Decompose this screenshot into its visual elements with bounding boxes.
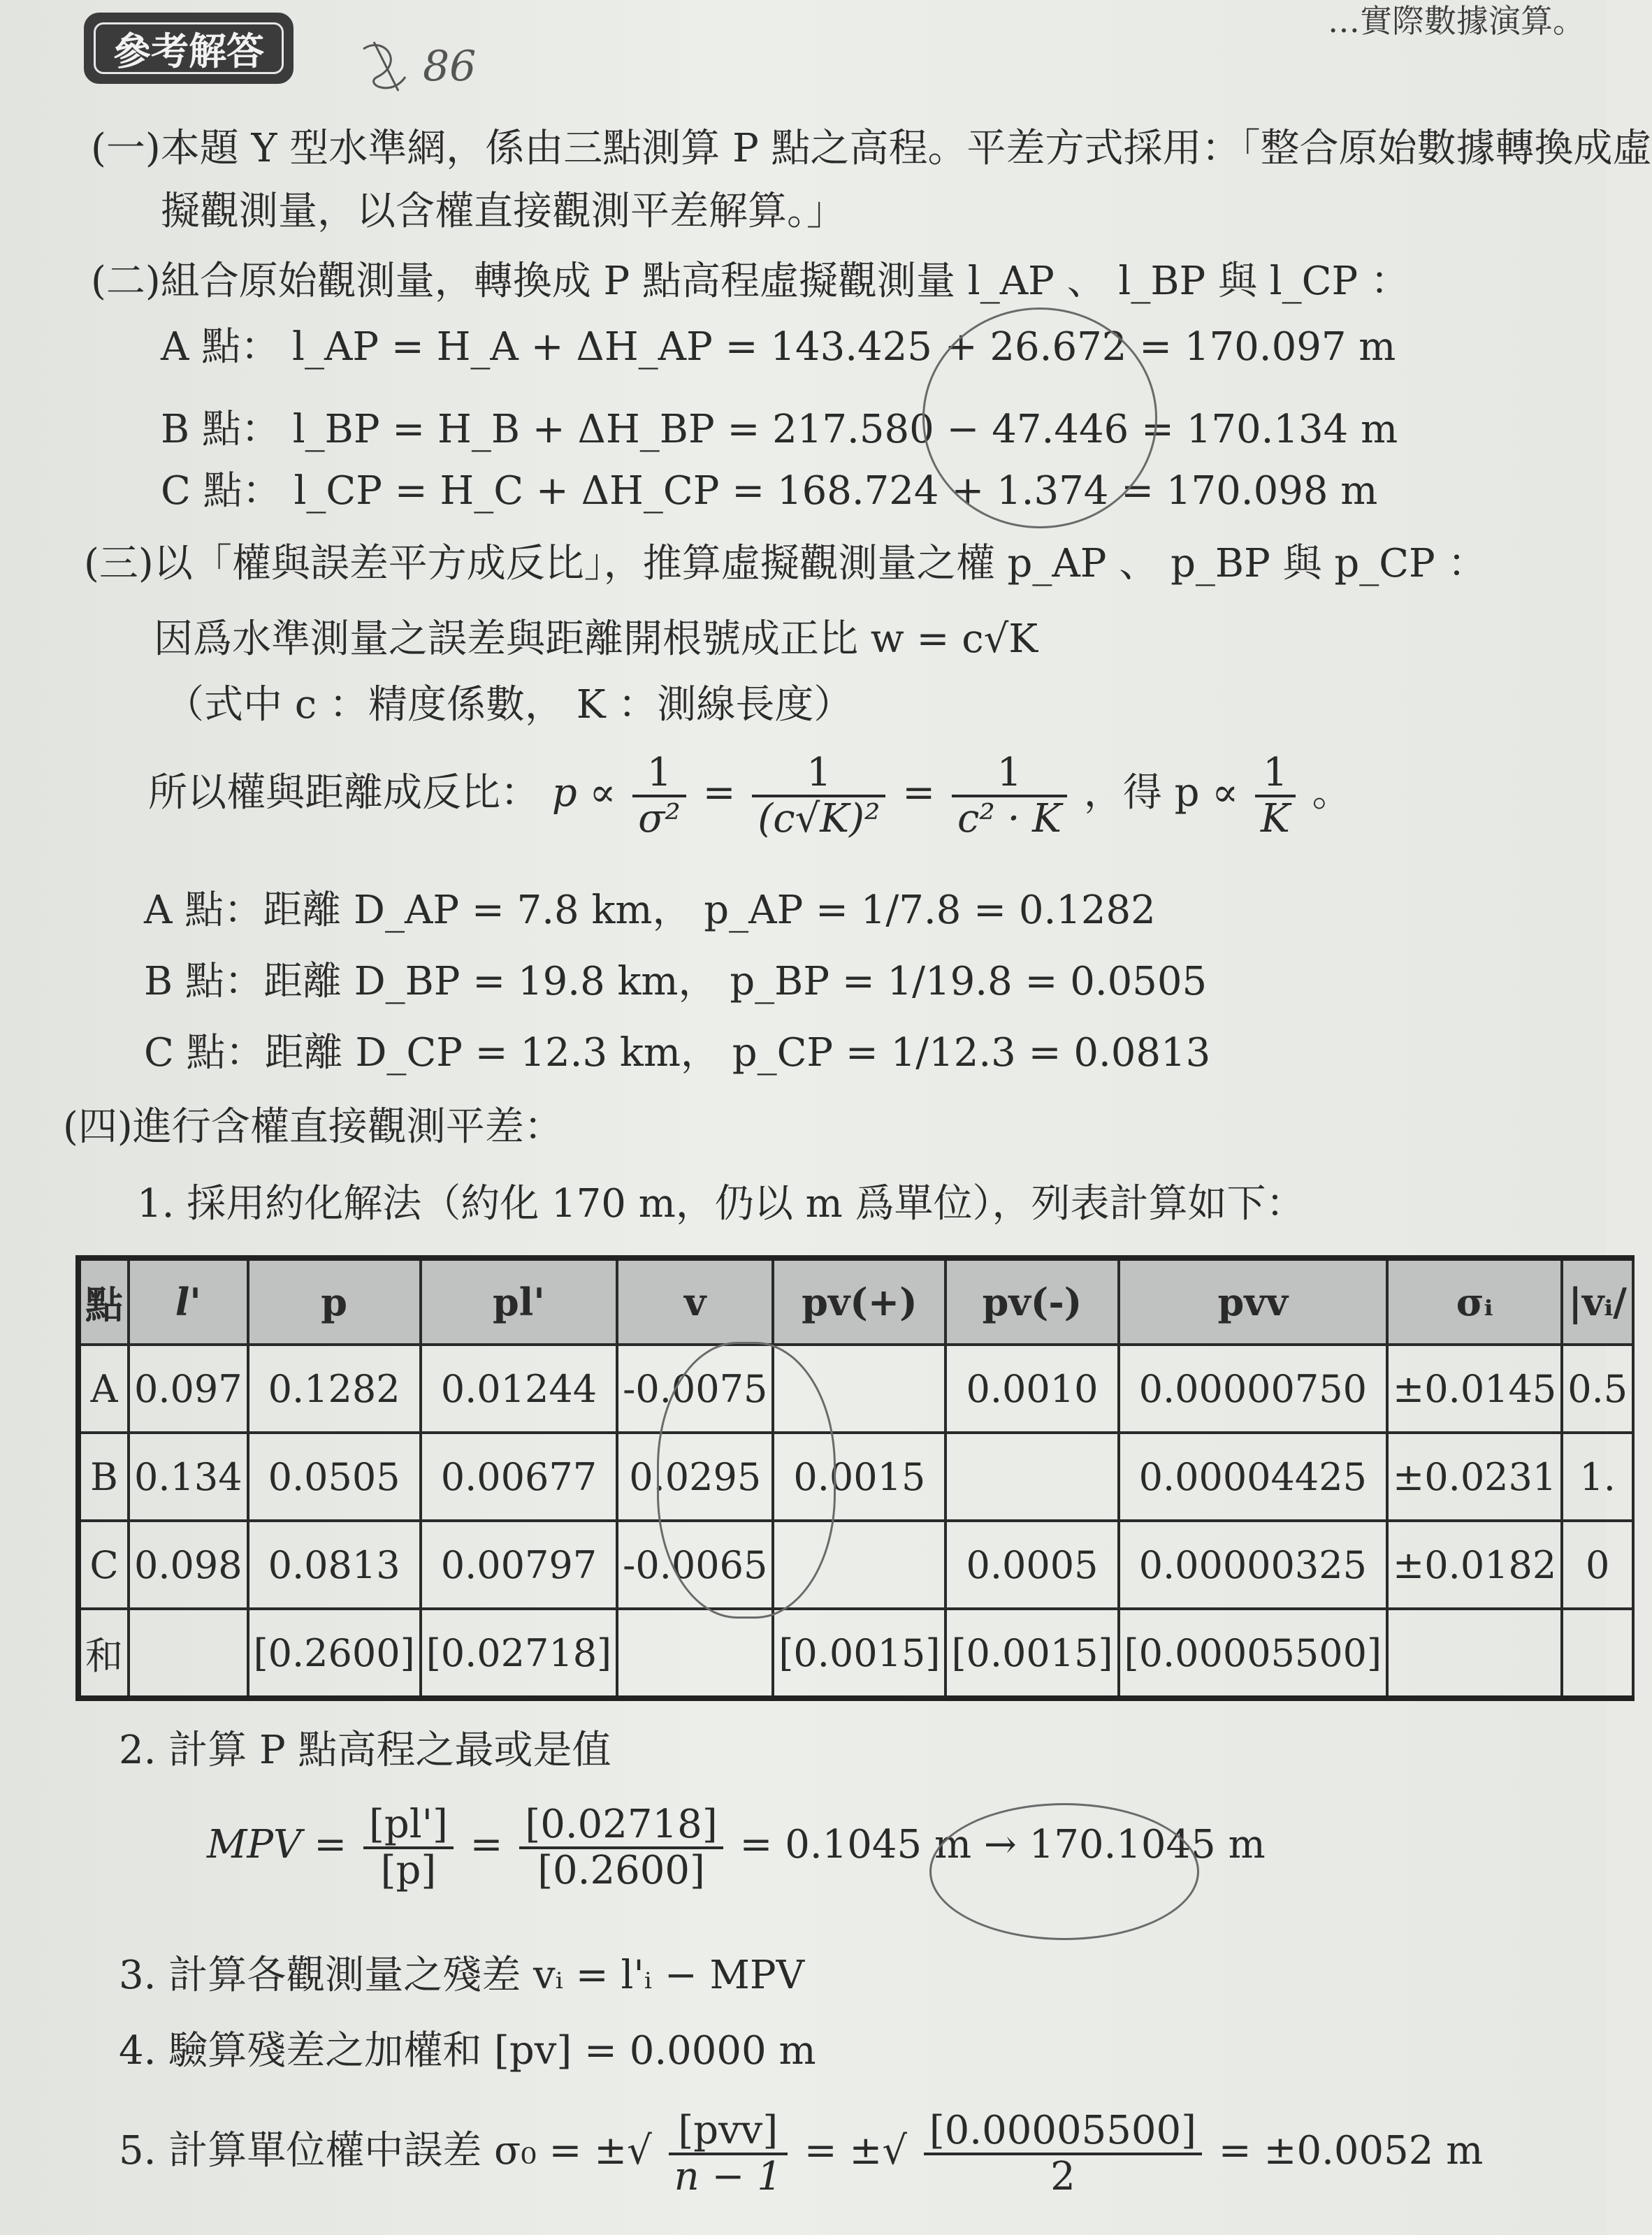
col-header: l' — [129, 1258, 248, 1345]
fraction-3: $\frac{1}{\text{c² · K}}$ — [952, 751, 1067, 840]
cell: 0.0505 — [248, 1433, 421, 1521]
s4-step4: 4. 驗算殘差之加權和 [pv] = 0.0000 m — [119, 2028, 816, 2074]
mpv-rhs: = 0.1045 m → 170.1045 m — [739, 1822, 1266, 1868]
cell: [0.2600] — [248, 1609, 421, 1698]
table-row — [78, 1345, 1633, 1433]
pen-circle-result — [929, 1803, 1199, 1940]
cell: [0.00005500] — [1119, 1609, 1388, 1698]
cell: [0.02718] — [421, 1609, 617, 1698]
cell: 0.0005 — [945, 1521, 1118, 1609]
cell: 0.1282 — [248, 1345, 421, 1433]
col-header: p — [248, 1258, 421, 1345]
pen-circle-residual — [657, 1342, 836, 1619]
s1-line2: 擬觀測量，以含權直接觀測平差解算。」 — [161, 189, 846, 234]
s5-mid: = ±√ — [804, 2128, 908, 2174]
handwritten-scribble — [356, 28, 517, 105]
s4-step5 — [119, 2109, 1483, 2198]
cell: 0.00797 — [421, 1521, 617, 1609]
s2-point-b: B 點： l_BP = H_B + ΔH_BP = 217.580 − 47.446 = 170.134 m — [161, 407, 1398, 452]
cell: 0.00000750 — [1119, 1345, 1388, 1433]
cell: 0.0015 — [773, 1433, 945, 1521]
table-row-sum — [78, 1609, 1633, 1698]
cell: [0.0015] — [945, 1609, 1118, 1698]
s5-fraction-1: $\frac{\text{[pvv]}}{n - 1}$ — [669, 2109, 788, 2198]
s1-line1: (一)本題 Y 型水準網，係由三點測算 P 點之高程。平差方式採用：「整合原始數據轉換成虛 — [91, 126, 1652, 171]
cell: 0.0813 — [248, 1521, 421, 1609]
s3-point-b: B 點：距離 D_BP = 19.8 km， p_BP = 1/19.8 = 0.0505 — [144, 959, 1208, 1004]
mpv-fraction-1: $\frac{[pl']}{[p]}$ — [363, 1803, 454, 1892]
cell — [1387, 1609, 1562, 1698]
s5-fraction-2: $\frac{[0.00005500]}{2}$ — [924, 2109, 1202, 2198]
fraction-1: $\frac{1}{\text{σ²}}$ — [632, 751, 686, 840]
table-header-row — [78, 1258, 1633, 1345]
cell: -0.0075 — [617, 1345, 773, 1433]
cell: 0.00000325 — [1119, 1521, 1388, 1609]
s4-step2: 2. 計算 P 點高程之最或是值 — [119, 1728, 611, 1773]
s3-prop-p: p ∝ — [551, 770, 616, 816]
table-row — [78, 1433, 1633, 1521]
cell: -0.0065 — [617, 1521, 773, 1609]
handwritten-note: 86 — [423, 42, 477, 91]
answer-badge — [84, 13, 294, 84]
cell: ±0.0145 — [1387, 1345, 1562, 1433]
mpv-fraction-2: $\frac{[0.02718]}{[0.2600]}$ — [519, 1803, 723, 1892]
pen-circle-values — [922, 308, 1157, 528]
adjustment-table — [75, 1255, 1635, 1701]
s5-result: = ±0.0052 m — [1218, 2128, 1484, 2174]
s3-line2: （式中 c ：精度係數， K ：測線長度） — [165, 682, 853, 728]
col-header: pl' — [421, 1258, 617, 1345]
s3-point-a: A 點：距離 D_AP = 7.8 km， p_AP = 1/7.8 = 0.1282 — [144, 888, 1156, 933]
col-header: pv(+) — [773, 1258, 945, 1345]
s3-title: (三)以「權與誤差平方成反比」，推算虛擬觀測量之權 p_AP 、 p_BP 與 p_CP ： — [84, 541, 1487, 586]
cell: 1. — [1562, 1433, 1633, 1521]
mpv-lhs: MPV = — [207, 1822, 347, 1868]
fraction-4: $\frac{1}{K}$ — [1255, 751, 1296, 840]
cell: ±0.0182 — [1387, 1521, 1562, 1609]
s3-prop-prefix: 所以權與距離成反比： — [148, 770, 539, 816]
cell: 0.5 — [1562, 1345, 1633, 1433]
mpv-equation: MPV = $\frac{[pl']}{[p]}$ = $\frac{[0.02718]}{[0.2600]}$ = 0.1045 m → 170.1045 m — [207, 1802, 1266, 1893]
cell — [945, 1433, 1118, 1521]
s3-proportion: 所以權與距離成反比： p ∝ $\frac{1}{\text{σ²}}$ = $\frac{1}{\text{(c√K)²}}$ = $\frac{1}{\text{c² · K}}$ ，得 p ∝ $\frac{1}{K}$ 。 — [148, 750, 1352, 841]
cell: ±0.0231 — [1387, 1433, 1562, 1521]
col-header: pv(-) — [945, 1258, 1118, 1345]
col-header: σᵢ — [1387, 1258, 1562, 1345]
cell: A — [78, 1345, 129, 1433]
cell — [617, 1609, 773, 1698]
cell: 0.098 — [129, 1521, 248, 1609]
col-header: 點 — [78, 1258, 129, 1345]
fraction-2: $\frac{1}{\text{(c√K)²}}$ — [752, 751, 885, 840]
cell: 0.0010 — [945, 1345, 1118, 1433]
s5-prefix: 5. 計算單位權中誤差 σ₀ = ±√ — [119, 2128, 652, 2174]
cell: 0 — [1562, 1521, 1633, 1609]
cell: B — [78, 1433, 129, 1521]
cell: C — [78, 1521, 129, 1609]
cell: 和 — [78, 1609, 129, 1698]
s3-prop-end: 。 — [1312, 770, 1352, 816]
cell: 0.01244 — [421, 1345, 617, 1433]
cell: 0.134 — [129, 1433, 248, 1521]
cell: 0.097 — [129, 1345, 248, 1433]
s4-step3: 3. 計算各觀測量之殘差 vᵢ = l'ᵢ − MPV — [119, 1953, 805, 1998]
cell: 0.0295 — [617, 1433, 773, 1521]
s3-prop-mid: ，得 p ∝ — [1083, 770, 1239, 816]
col-header: pvv — [1119, 1258, 1388, 1345]
top-fragment-text: …實際數據演算。 — [1328, 2, 1585, 40]
cell: [0.0015] — [773, 1609, 945, 1698]
cell — [129, 1609, 248, 1698]
answer-badge-label: 參考解答 — [94, 22, 284, 74]
s2-title: (二)組合原始觀測量，轉換成 P 點高程虛擬觀測量 l_AP 、 l_BP 與 l_CP ： — [91, 259, 1410, 304]
s4-step1: 1. 採用約化解法（約化 170 m，仍以 m 爲單位），列表計算如下： — [137, 1181, 1305, 1227]
s2-point-a: A 點： l_AP = H_A + ΔH_AP = 143.425 + 26.672 = 170.097 m — [161, 324, 1396, 370]
cell: 0.00004425 — [1119, 1433, 1388, 1521]
s3-line1: 因爲水準測量之誤差與距離開根號成正比 w = c√K — [154, 616, 1038, 662]
table-row — [78, 1521, 1633, 1609]
col-header: |vᵢ/ — [1562, 1258, 1633, 1345]
cell: 0.00677 — [421, 1433, 617, 1521]
col-header: v — [617, 1258, 773, 1345]
s2-point-c: C 點： l_CP = H_C + ΔH_CP = 168.724 + 1.374 = 170.098 m — [161, 468, 1378, 514]
s4-title: (四)進行含權直接觀測平差： — [63, 1104, 563, 1150]
s3-point-c: C 點：距離 D_CP = 12.3 km， p_CP = 1/12.3 = 0.0813 — [144, 1030, 1211, 1076]
cell — [1562, 1609, 1633, 1698]
